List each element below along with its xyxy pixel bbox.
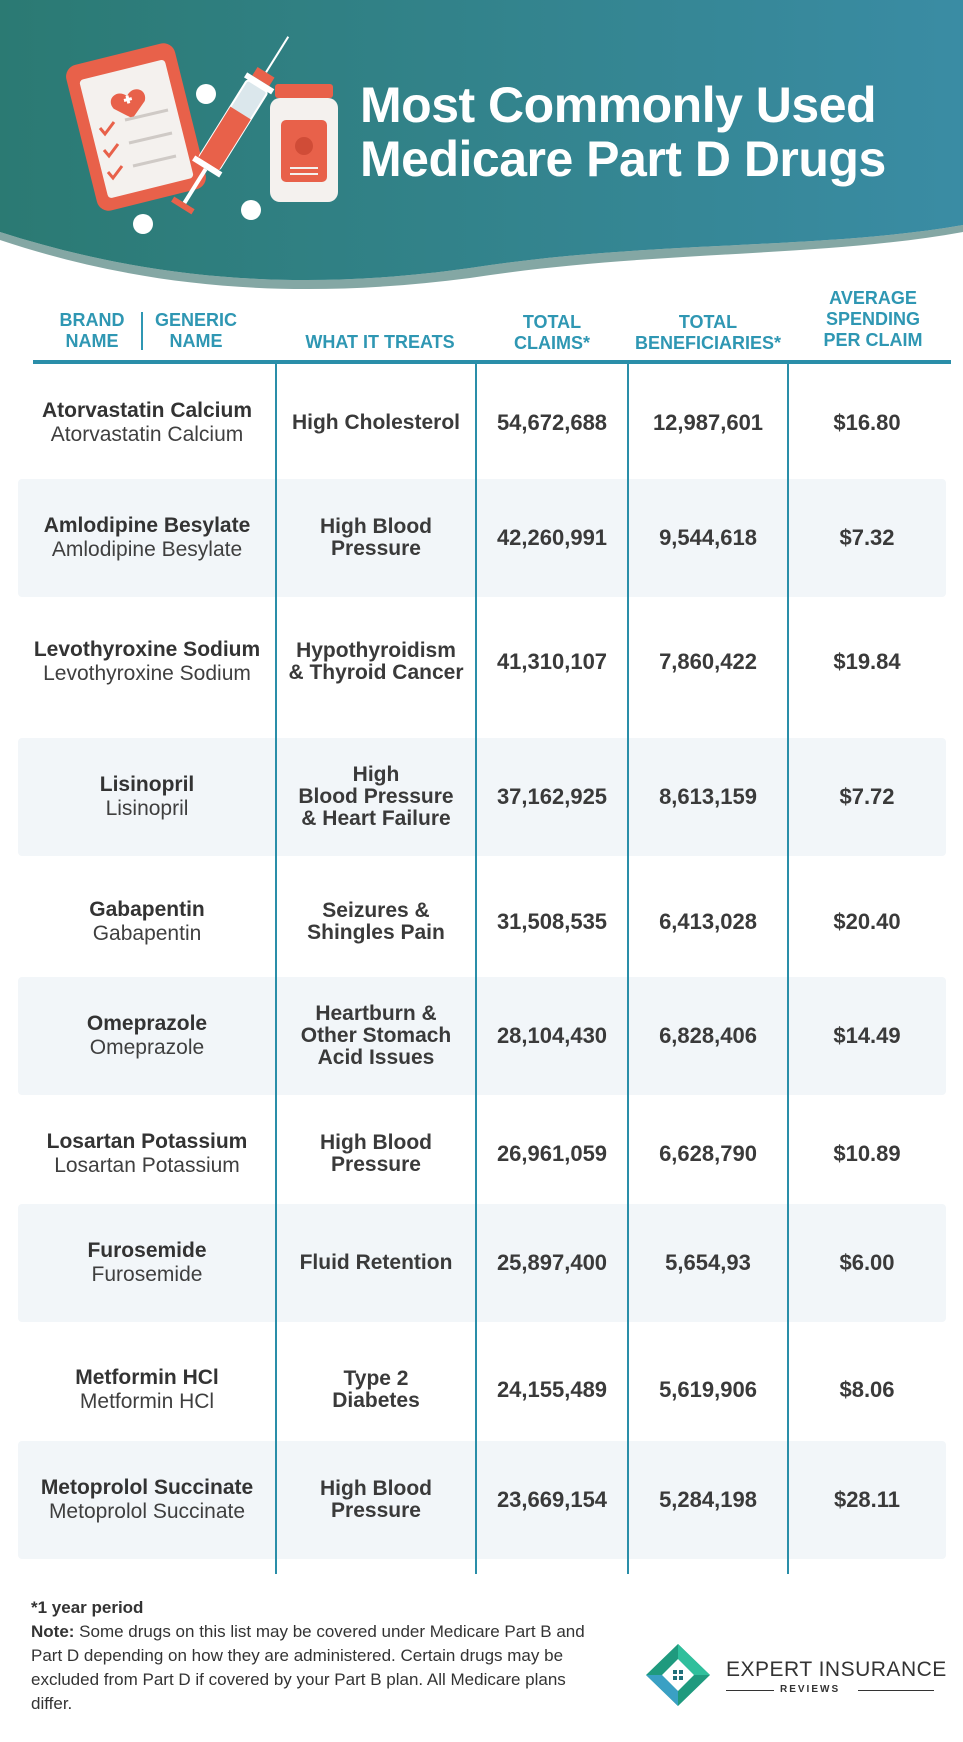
table-row [18,1102,946,1206]
logo-diamond-icon [640,1640,716,1710]
beneficiaries-cell: 5,654,93 [665,1250,751,1275]
treats-cell [276,977,476,1095]
spending-cell: $20.40 [833,909,901,934]
drug-name-cell [18,600,276,724]
treats-cell [276,479,476,597]
beneficiaries-cell: 7,860,422 [659,649,757,674]
beneficiaries-cell: 6,413,028 [659,909,757,934]
beneficiaries-cell: 6,628,790 [659,1141,757,1166]
claims-cell: 23,669,154 [496,1487,608,1512]
beneficiaries-cell: 8,613,159 [659,784,757,809]
spending-cell: $19.84 [833,649,901,674]
drug-name-cell [18,370,276,476]
drug-name-cell [18,1331,276,1449]
logo-rule [858,1690,934,1691]
beneficiaries-cell: 12,987,601 [652,410,764,435]
generic-name: Gabapentin [92,922,202,945]
drug-name-cell [18,1441,276,1559]
note-text: Some drugs on this list may be covered under Medicare Part B and Part D depending on how they are administered. Certain drugs may be excluded from Part D if covered by your Part B plan. All Medicare plans differ. [31,1622,585,1713]
generic-name: Levothyroxine Sodium [43,662,251,685]
generic-name: Atorvastatin Calcium [50,423,244,446]
treats-cell [276,370,476,476]
brand-name: Amlodipine Besylate [43,514,251,537]
treats-text: Seizures & Shingles Pain [307,899,445,944]
treats-text: Fluid Retention [299,1251,453,1274]
note-label: Note: [31,1622,75,1641]
logo-rule [726,1690,774,1691]
spending-cell: $7.32 [839,525,895,550]
treats-text: High Blood Pressure [320,515,432,560]
page-title-line-1: Most Commonly Used [360,77,877,133]
page-title-line-2: Medicare Part D Drugs [360,131,886,187]
treats-cell [276,1102,476,1206]
brand-name: Omeprazole [86,1012,208,1035]
brand-name: Metformin HCl [75,1366,219,1389]
claims-cell: 54,672,688 [496,410,608,435]
spending-cell: $14.49 [833,1023,901,1048]
drug-name-cell [18,1204,276,1322]
column-divider [787,364,789,1574]
spending-cell: $10.89 [833,1141,901,1166]
brand-name: Lisinopril [99,773,195,796]
treats-cell [276,738,476,856]
pill-dot-icon [133,214,153,234]
column-divider [627,364,629,1574]
claims-cell: 26,961,059 [496,1141,608,1166]
brand-name: Furosemide [87,1239,207,1262]
claims-cell: 37,162,925 [496,784,608,809]
beneficiaries-cell: 5,284,198 [659,1487,757,1512]
drug-name-cell [18,1102,276,1206]
spending-cell: $7.72 [839,784,895,809]
column-header-claims: TOTAL CLAIMS* [514,312,590,353]
logo-name: EXPERT INSURANCE [726,1658,947,1681]
brand-name: Losartan Potassium [46,1130,248,1153]
treats-text: High Blood Pressure [320,1131,432,1176]
treats-text: Hypothyroidism & Thyroid Cancer [288,639,464,684]
table-row [18,479,946,597]
column-header-spending: AVERAGE SPENDING PER CLAIM [823,288,923,350]
claims-cell: 41,310,107 [496,649,608,674]
beneficiaries-cell: 5,619,906 [659,1377,757,1402]
treats-cell [276,867,476,977]
drug-name-cell [18,479,276,597]
claims-cell: 25,897,400 [496,1250,608,1275]
header-separator [141,312,143,350]
column-header-treats: WHAT IT TREATS [305,332,455,352]
column-divider [275,364,277,1574]
generic-name: Metformin HCl [79,1390,215,1413]
table-row [18,1204,946,1322]
table-row [18,1441,946,1559]
generic-name: Losartan Potassium [54,1154,240,1177]
spending-cell: $8.06 [839,1377,895,1402]
drug-name-cell [18,738,276,856]
beneficiaries-cell: 6,828,406 [659,1023,757,1048]
table-row [18,867,946,977]
claims-cell: 42,260,991 [496,525,608,550]
footnote-note [31,1620,591,1716]
brand-name: Levothyroxine Sodium [33,638,261,661]
column-header-beneficiaries: TOTAL BENEFICIARIES* [634,312,782,353]
brand-name: Atorvastatin Calcium [41,399,253,422]
column-header-brand: BRAND NAME [59,310,125,351]
header-rule [33,360,951,364]
brand-logo [640,1640,947,1710]
treats-cell [276,1441,476,1559]
drug-name-cell [18,867,276,977]
column-divider [475,364,477,1574]
table-row [18,600,946,724]
generic-name: Metoprolol Succinate [48,1500,246,1523]
generic-name: Lisinopril [105,797,189,820]
beneficiaries-cell: 9,544,618 [659,525,757,550]
table-row [18,738,946,856]
generic-name: Furosemide [91,1263,203,1286]
logo-subtitle: REVIEWS [780,1684,841,1695]
footnote-period: *1 year period [31,1598,144,1617]
treats-text: High Blood Pressure & Heart Failure [298,763,454,830]
spending-cell: $16.80 [833,410,901,435]
table-row [18,370,946,476]
treats-cell [276,1204,476,1322]
pill-dot-icon [241,200,261,220]
claims-cell: 24,155,489 [496,1377,608,1402]
column-header-generic: GENERIC NAME [154,310,237,351]
treats-text: Type 2 Diabetes [332,1367,420,1412]
pill-dot-icon [196,84,216,104]
treats-text: Heartburn & Other Stomach Acid Issues [300,1002,452,1069]
claims-cell: 31,508,535 [496,909,608,934]
spending-cell: $28.11 [833,1487,901,1512]
table-row [18,1331,946,1449]
treats-cell [276,600,476,724]
spending-cell: $6.00 [839,1250,895,1275]
header-banner [0,0,963,300]
treats-text: High Blood Pressure [320,1477,432,1522]
pill-bottle-icon [270,84,338,202]
generic-name: Amlodipine Besylate [51,538,243,561]
table-row [18,977,946,1095]
brand-name: Gabapentin [89,898,205,921]
generic-name: Omeprazole [89,1036,205,1059]
drug-name-cell [18,977,276,1095]
brand-name: Metoprolol Succinate [40,1476,254,1499]
footnote [31,1596,591,1716]
treats-text: High Cholesterol [291,411,460,434]
treats-cell [276,1331,476,1449]
claims-cell: 28,104,430 [496,1023,608,1048]
